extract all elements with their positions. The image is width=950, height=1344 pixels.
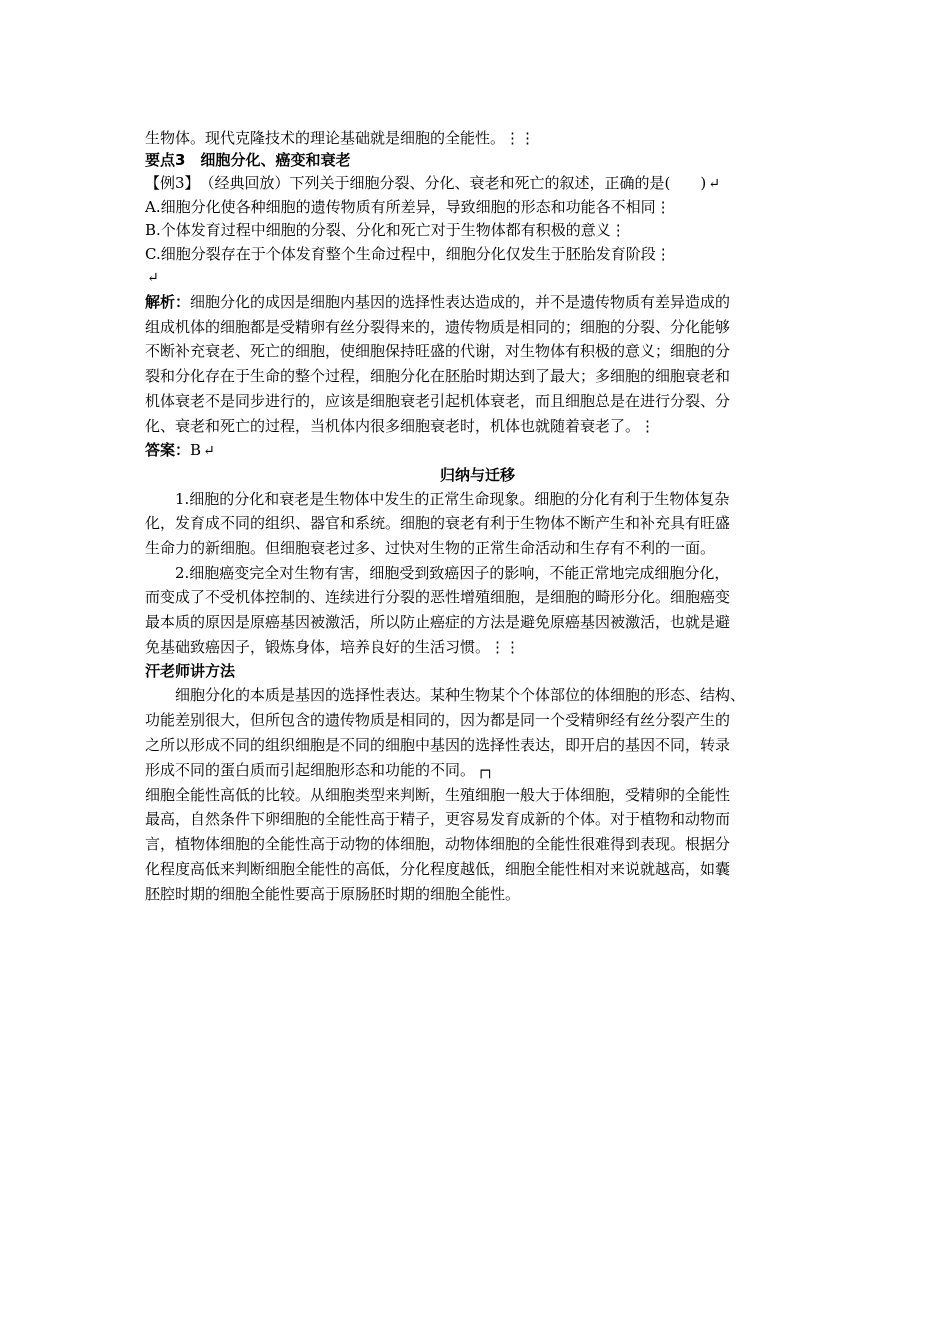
text-line: 细胞全能性高低的比较。从细胞类型来判断，生殖细胞一般大于体细胞，受精卵的全能性 [145,786,731,804]
text-line: 化、衰老和死亡的过程，当机体内很多细胞衰老时，机体也就随着衰老了。⋮ [145,417,656,435]
answer-value: B [190,441,202,459]
text-line: 2.细胞癌变完全对生物有害，细胞受到致癌因子的影响，不能正常地完成细胞分化， [145,564,730,582]
section-heading: 要点3 细胞分化、癌变和衰老 [145,151,351,169]
section-heading: 汗老师讲方法 [145,662,236,680]
answer-label: 答案： [145,441,191,459]
text-line: 言，植物体细胞的全能性高于动物的体细胞，动物体细胞的全能性很难得到表现。根据分 [145,835,731,853]
paragraph-mark-line [145,267,825,288]
option-a: A.细胞分化使各种细胞的遗传物质有所差异，导致细胞的形态和功能各不相同⋮ [145,198,671,216]
text-line: 生命力的新细胞。但细胞衰老过多、过快对生物的正常生命活动和生存有不利的一面。 [145,539,716,557]
text-line: 最高，自然条件下卵细胞的全能性高于精子，更容易发育成新的个体。对于植物和动物而 [145,810,731,828]
text-line: 生物体。现代克隆技术的理论基础就是细胞的全能性。⋮⋮ [145,129,536,147]
option-c: C.细胞分裂存在于个体发育整个生命过程中，细胞分化仅发生于胚胎发育阶段⋮ [145,245,671,263]
question-line [145,173,825,194]
text-line: 细胞分化的本质是基因的选择性表达。某种生物某个个体部位的体细胞的形态、结构、 [145,686,746,704]
answer-line [145,440,825,461]
paragraph-mark-icon: ↵ [147,270,159,286]
text-line: 之所以形成不同的组织细胞是不同的细胞中基因的选择性表达，即开启的基因不同，转录 [145,736,731,754]
question-stem: 【例3】 （经典回放）下列关于细胞分裂、分化、衰老和死亡的叙述，正确的是( ) [145,174,707,192]
analysis-label: 解析： [145,293,191,311]
text-line: 化，发育成不同的组织、器官和系统。细胞的衰老有利于生物体不断产生和补充具有旺盛 [145,514,731,532]
text-line: 而变成了不受机体控制的、连续进行分裂的恶性增殖细胞，是细胞的畸形分化。细胞癌变 [145,588,731,606]
text-line: 裂和分化存在于生命的整个过程，细胞分化在胚胎时期达到了最大；多细胞的细胞衰老和 [145,367,731,385]
text-line: 机体衰老不是同步进行的，应该是细胞衰老引起机体衰老，而且细胞总是在进行分裂、分 [145,392,731,410]
text-line: 免基础致癌因子，锻炼身体，培养良好的生活习惯。⋮⋮ [145,638,521,656]
text-line: 化程度高低来判断细胞全能性的高低，分化程度越低，细胞全能性相对来说就越高，如囊 [145,860,731,878]
text-line: 最本质的原因是原癌基因被激活，所以防止癌症的方法是避免原癌基因被激活，也就是避 [145,613,731,631]
paragraph-mark-icon: ↵ [708,176,720,192]
text-line: 胚腔时期的细胞全能性要高于原肠胚时期的细胞全能性。 [145,885,521,903]
text-line: 功能差别很大，但所包含的遗传物质是相同的，因为都是同一个受精卵经有丝分裂产生的 [145,711,731,729]
line-break-icon: ┌┐ [477,763,494,779]
text-line: 组成机体的细胞都是受精卵有丝分裂得来的，遗传物质是相同的；细胞的分裂、分化能够 [145,318,731,336]
text-line: 形成不同的蛋白质而引起细胞形态和功能的不同。 ┌┐ [145,761,494,779]
paragraph-mark-icon: ↵ [203,443,215,459]
option-b: B.个体发育过程中细胞的分裂、分化和死亡对于生物体都有积极的意义⋮ [145,221,626,239]
text-line: 不断补充衰老、死亡的细胞，使细胞保持旺盛的代谢，对生物体有积极的意义；细胞的分 [145,342,731,360]
text-line: 1.细胞的分化和衰老是生物体中发生的正常生命现象。细胞的分化有利于生物体复杂 [145,490,730,508]
analysis-line: 解析：细胞分化的成因是细胞内基因的选择性表达造成的，并不是遗传物质有差异造成的 [145,293,731,311]
section-title: 归纳与迁移 [439,466,515,484]
